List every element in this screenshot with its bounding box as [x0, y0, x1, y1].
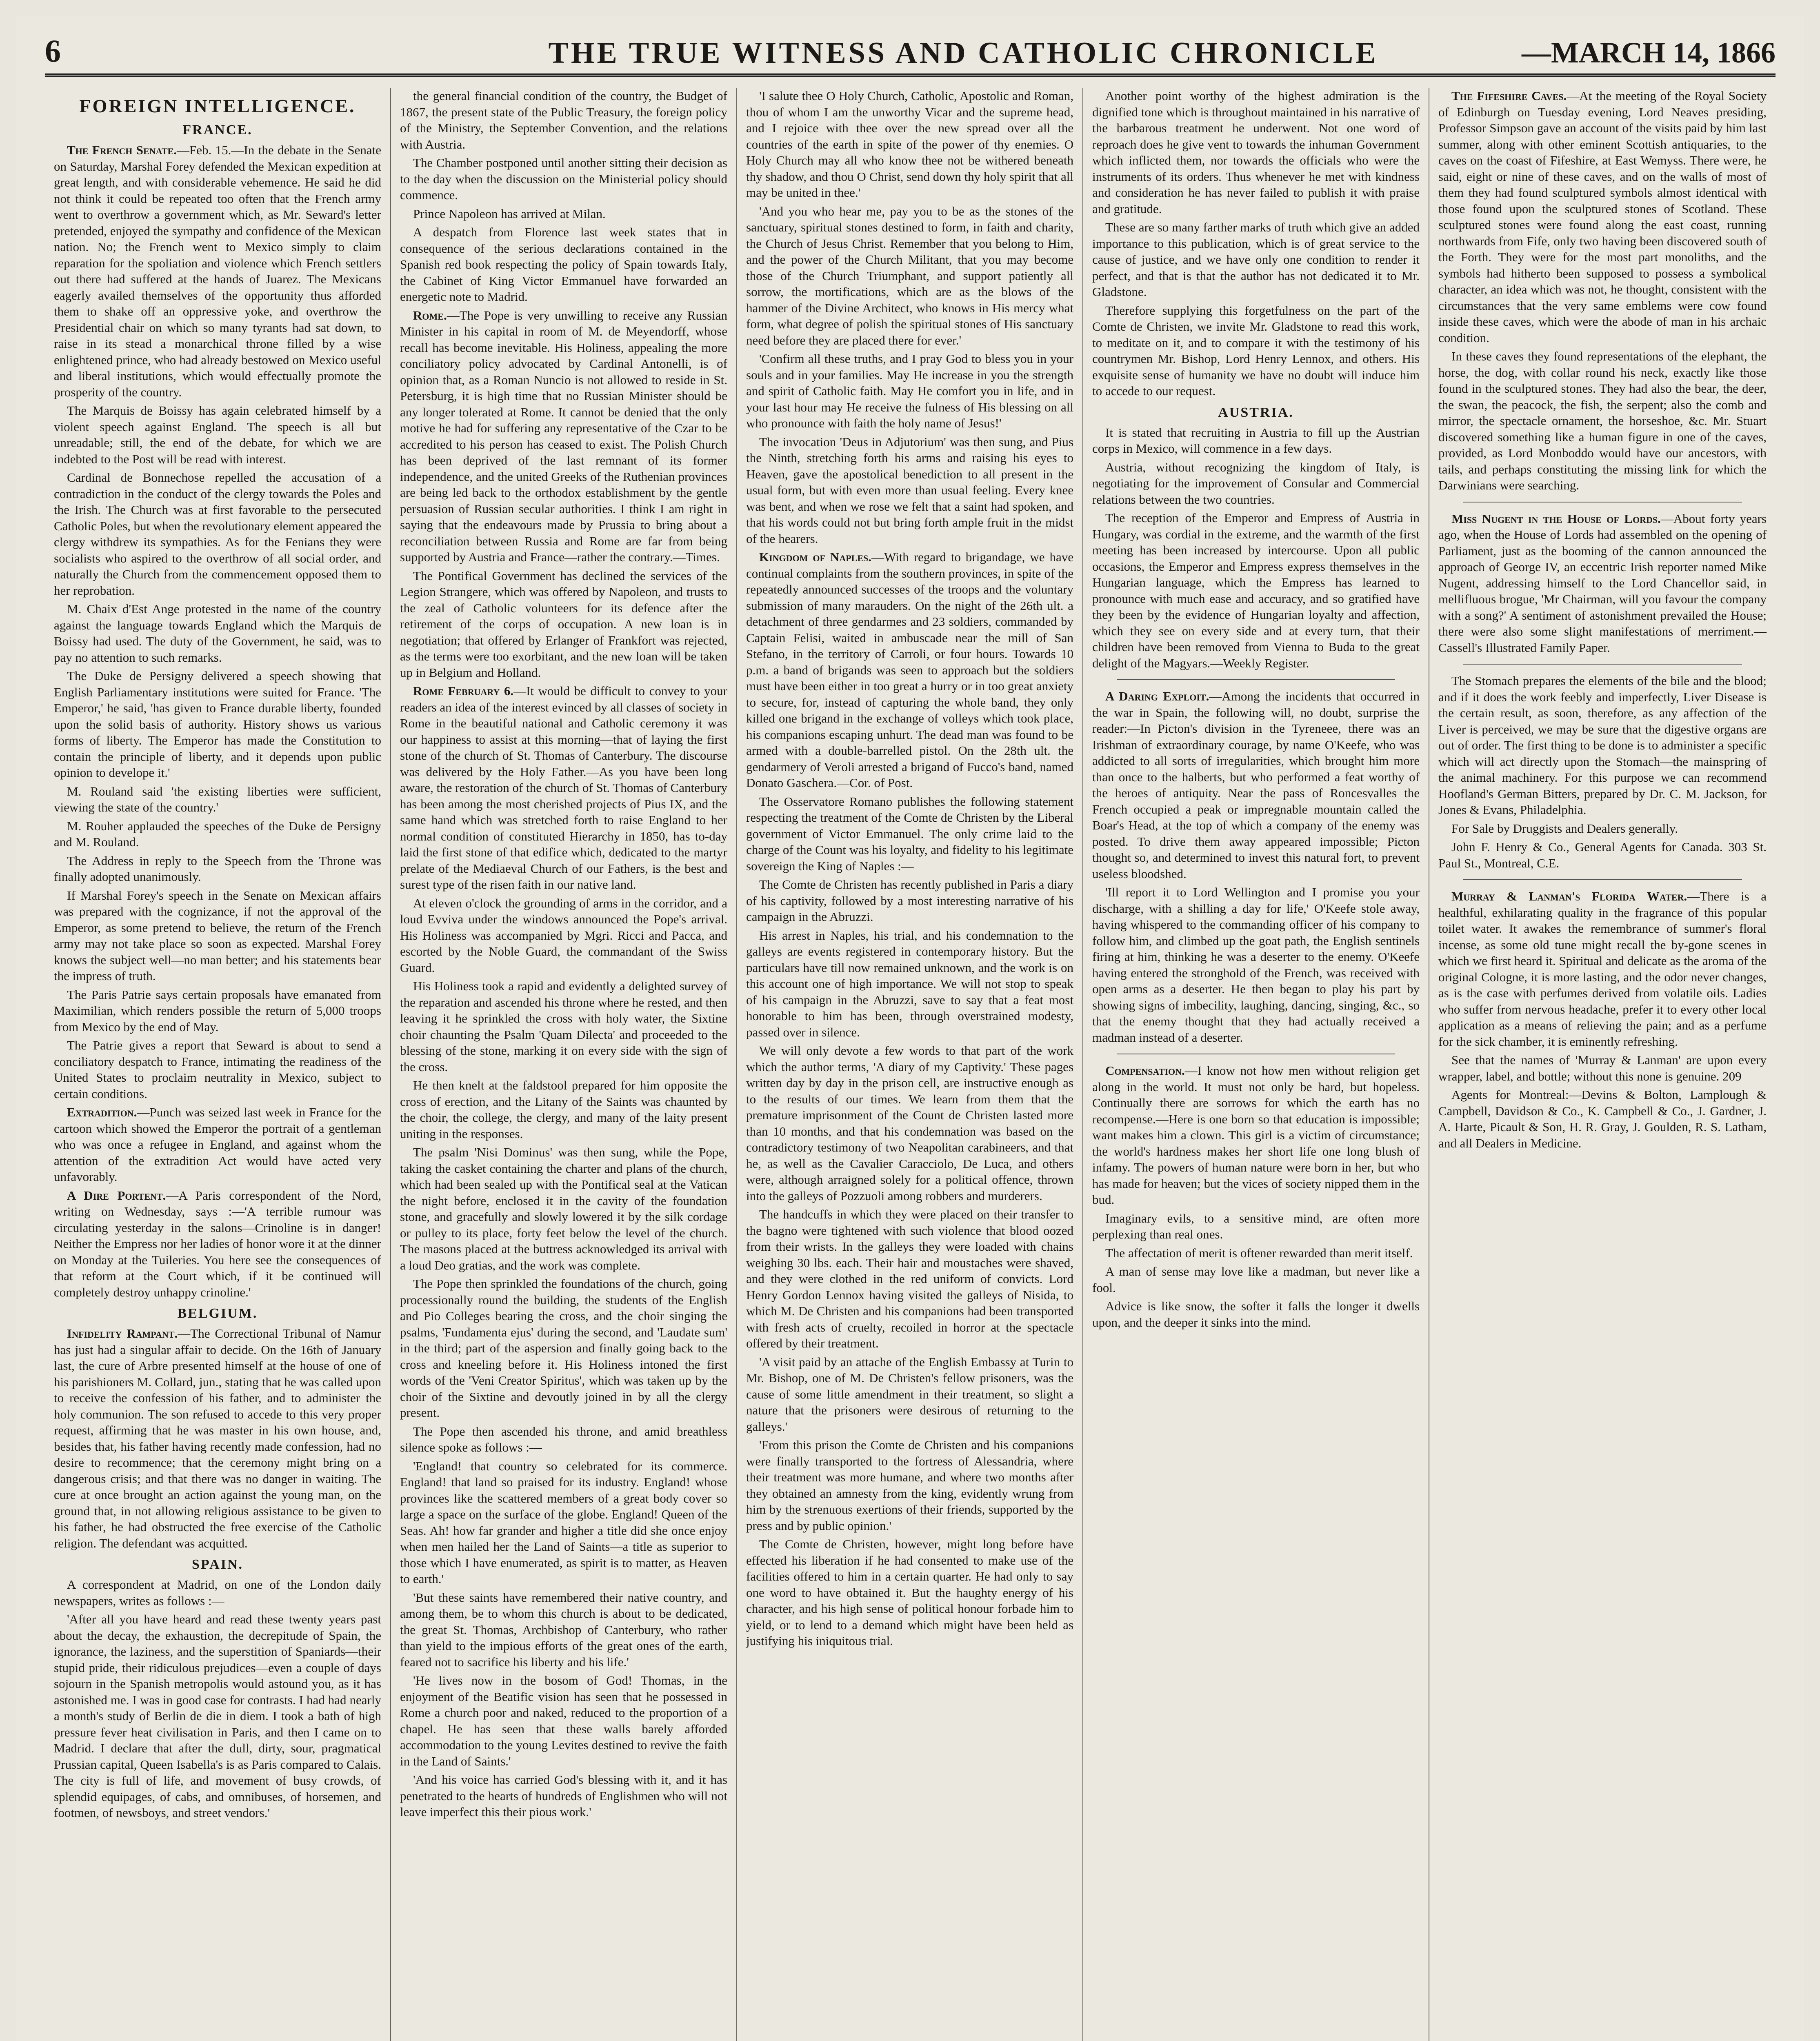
column [391, 88, 737, 2041]
country-heading: SPAIN. [192, 1557, 243, 1572]
article-paragraph [1438, 88, 1767, 346]
article-paragraph [400, 1423, 727, 1456]
article-divider [1463, 879, 1742, 880]
article-text: His arrest in Naples, his trial, and his condemnation to the galleys are events registered in contemporary history. But the particulars have till now remained unknown, and the work is on this account one of high importance. We will not stop to speak of his campaign in the Abruzzi, save to say that a feat most honorable to him has been, through overstrained modesty, passed over in silence. [746, 928, 1073, 1039]
text-columns [45, 88, 1776, 2041]
article-paragraph [54, 1611, 381, 1821]
article-text: The reception of the Emperor and Empress of Austria in Hungary, was cordial in the extreme, and the warmth of the first meeting has been increased by intercourse. Upon all public occasions, the Emperor and Empress express themselves in the Hungarian language, which the Empress has learned to pronounce with much ease and accuracy, and so gratified have they been by the evidence of Hungarian loyalty and affection, which they see on every side and at every turn, that their children have been removed from Vienna to Buda to the great delight of the Magyars.—Weekly Register. [1092, 511, 1420, 670]
article-paragraph [746, 549, 1073, 791]
article-text: He then knelt at the faldstool prepared for him opposite the cross of erection, and the Litany of the Saints was chaunted by the choir, the college, the clergy, and many of the laity present uniting in the responses. [400, 1078, 727, 1141]
article-paragraph [54, 1187, 381, 1301]
article-paragraph [746, 1437, 1073, 1534]
article-lead: The French Senate. [67, 143, 177, 157]
article-paragraph [1092, 1263, 1420, 1296]
article-paragraph [1092, 1245, 1420, 1261]
article-text: John F. Henry & Co., General Agents for Canada. 303 St. Paul St., Montreal, C.E. [1438, 840, 1767, 870]
column [1083, 88, 1429, 2041]
country-heading: BELGIUM. [177, 1306, 258, 1321]
article-text: M. Rouher applauded the speeches of the Duke de Persigny and M. Rouland. [54, 818, 381, 849]
article-paragraph [746, 1043, 1073, 1204]
article-text: Cardinal de Bonnechose repelled the accusation of a contradiction in the conduct of the clergy towards the Poles and the Irish. The Church was at first favorable to the persecuted Catholic Poles, but when the revolutionary element appeared the clergy withdrew its sympathies. As for the Fenians they were socialists who aspired to the overthrow of all social order, and naturally the Church from the commencement opposed them to her reprobation. [54, 470, 381, 598]
article-text: —Punch was seized last week in France for the cartoon which showed the Emperor the portrait of a gentleman who was once a refugee in England, and against whom the attention of the extradition Act would have acted very unfavorably. [54, 1105, 381, 1184]
article-paragraph [400, 895, 727, 976]
article-text: 'From this prison the Comte de Christen and his companions were finally transported to the fortress of Alessandria, where their treatment was more humane, and where two months after they obtained an amnesty from the king, evidently wrung from him by the strenuous exertions of their friends, supported by the press and by public opinion.' [746, 1438, 1073, 1533]
article-lead: Miss Nugent in the House of Lords. [1451, 511, 1661, 526]
article-text: 'Ill report it to Lord Wellington and I promise you your discharge, with a shilling a day for life,' O'Keefe stole away, having whispered to the commanding officer of his company to follow him, and climbed up the goat path, the English sentinels firing at him, thinking he was a deserter to the enemy. O'Keefe having entered the stronghold of the French, was received with open arms as a deserter. He then began to play his part by showing signs of imbecility, laughing, dancing, singing, &c., so that the enemy thought that they had actually received a madman instead of a deserter. [1092, 885, 1420, 1045]
article-lead: Rome February 6. [413, 684, 514, 698]
article-paragraph [54, 853, 381, 885]
article-paragraph [54, 469, 381, 598]
article-divider [1463, 664, 1742, 665]
article-text: Therefore supplying this forgetfulness on the part of the Comte de Christen, we invite Mr. Gladstone to read this work, to meditate on it, and to compare it with the testimony of his countrymen Mr. Bishop, Lord Henry Lennox, and others. His exquisite sense of humanity we have no doubt will induce him to accede to our request. [1092, 303, 1420, 398]
article-text: —Among the incidents that occurred in the war in Spain, the following will, no doubt, surprise the reader:—In Picton's division in the Tyreneee, there was an Irishman of extraordinary courage, by name O'Keefe, who was addicted to all sorts of irregularities, which brought him more than once to the halberts, but who performed a feat worthy of the heroes of antiquity. Near the pass of Roncesvalles the French occupied a peak or impregnable mountain called the Boar's Head, at the top of which a company of the enemy was posted. To drive them away appeared impossible; Picton thought so, and determined to invest this natural fort, to prevent useless bloodshed. [1092, 689, 1420, 881]
article-text: —I know not how men without religion get along in the world. It must not only be hard, but hopeless. Continually there are sorrows for which the earth has no recompense.—Here is one born so that education is impossible; want makes him a clown. This girl is a victim of circumstance; the world's hardness makes her short life one long blush of infamy. The powers of human nature were born in her, but who has made for heaven; but the vices of society nipped them in the bud. [1092, 1063, 1420, 1207]
article-paragraph [400, 1590, 727, 1670]
article-paragraph [1438, 511, 1767, 656]
article-paragraph [54, 1104, 381, 1185]
article-paragraph [1092, 1298, 1420, 1330]
article-paragraph [400, 1276, 727, 1421]
article-text: The Osservatore Romano publishes the following statement respecting the treatment of the Comte de Christen by the Liberal government of Victor Emmanuel. The only crime laid to the charge of the Count was his loyalty, and fidelity to his legitimate sovereign the King of Naples :— [746, 794, 1073, 873]
running-title: THE TRUE WITNESS AND CATHOLIC CHRONICLE [548, 36, 1378, 70]
article-paragraph [1438, 348, 1767, 494]
article-text: The Comte de Christen, however, might long before have effected his liberation if he had consented to make use of the facilities offered to him in a certain quarter. He had only to say one word to have obtained it. But the haughty energy of his character, and his high sense of political honour forbade him to yield, or to lend to a demand which might have been held as justifying his iniquitous trial. [746, 1537, 1073, 1648]
article-paragraph [400, 155, 727, 203]
article-paragraph [54, 887, 381, 984]
article-text: The Chamber postponed until another sitting their decision as to the day when the discussion on the Ministerial policy should commence. [400, 156, 727, 202]
article-text: The invocation 'Deus in Adjutorium' was then sung, and Pius the Ninth, stretching forth his arms and raising his eyes to Heaven, gave the apostolical benediction to all present in the usual form, but with even more than usual feeling. Every knee was bent, and when we rose we felt that a saint had spoken, and that his words could not but bring forth ample fruit in the midst of the hearers. [746, 434, 1073, 546]
article-paragraph [54, 142, 381, 400]
column [45, 88, 391, 2041]
article-paragraph [1438, 888, 1767, 1049]
article-text: The Stomach prepares the elements of the bile and the blood; and if it does the work feebly and imperfectly, Liver Disease is the certain result, as soon, therefore, as any affection of the Liver is perceived, we may be sure that the digestive organs are out of order. The first thing to be done is to administer a specific which will act directly upon the Stomach—the mainspring of the animal machinery. For this purpose we can recommend Hoofland's German Bitters, prepared by Dr. C. M. Jackson, for Jones & Evans, Philadelphia. [1438, 674, 1767, 817]
article-text: Agents for Montreal:—Devins & Bolton, Lamplough & Campbell, Davidson & Co., K. Campbell & Co., J. Gardner, J. A. Harte, Picault & Son, H. R. Gray, J. Goulden, R. S. Latham, and all Dealers in Medicine. [1438, 1087, 1767, 1150]
article-text: —It would be difficult to convey to your readers an idea of the interest evinced by all classes of society in Rome in the beautiful national and Catholic ceremony it was our happiness to assist at this morning—that of laying the first stone of the church of St. Thomas of Canterbury. The discourse was delivered by the Holy Father.—As you have been long aware, the restoration of the church of St. Thomas of Canterbury has been among the most cherished projects of Pius IX, and the same hand which was stretched forth to raise England to her normal condition of constituted Hierarchy in 1850, has to-day laid the first stone of that edifice which, dedicated to the martyr prelate of the Mediaeval Church of our Fathers, is the best and surest type of the risen faith in our native land. [400, 684, 727, 892]
article-paragraph [400, 978, 727, 1075]
article-paragraph [1092, 1210, 1420, 1243]
article-text: M. Rouland said 'the existing liberties were sufficient, viewing the state of the country.' [54, 784, 381, 814]
article-text: The Marquis de Boissy has again celebrated himself by a violent speech against England. The speech is all but unreadable; still, the end of the debate, for which we are indebted to the Post will be read with interest. [54, 403, 381, 466]
issue-date: —MARCH 14, 1866 [1522, 36, 1776, 69]
article-text: Prince Napoleon has arrived at Milan. [413, 206, 606, 221]
article-text: These are so many farther marks of truth which give an added importance to this publication, which is of great service to the cause of justice, and we have only one condition to render it perfect, and that is that the author has not dedicated it to Mr. Gladstone. [1092, 220, 1420, 299]
article-paragraph [400, 206, 727, 222]
article-paragraph [1438, 1087, 1767, 1151]
article-text: —The Pope is very unwilling to receive any Russian Minister in his capital in room of M. de Meyendorff, whose recall has become inevitable. His Holiness, appealing the more conciliatory policy advocated by Cardinal Antonelli, is of opinion that, as a Roman Nuncio is not allowed to reside in St. Petersburg, it is high time that no Russian Minister should be any longer tolerated at Rome. It cannot be denied that the only motive he had for suffering any representative of the Czar to be accredited to his person has ceased to exist. The Polish Church has been deprived of the last remnant of its former independence, and the united Greeks of the Ruthenian provinces are being led back to the orthodox establishment by the gentle persuasion of Russian secular authorities. I think I am right in saying that the endeavours made by Prussia to bring about a reconciliation between Russia and Rome are far from being supported by Austria and France—rather the contrary.—Times. [400, 308, 727, 564]
article-paragraph [400, 568, 727, 681]
article-text: —The Correctional Tribunal of Namur has just had a singular affair to decide. On the 16th of January last, the cure of Arbre presented himself at the house of one of his parishioners M. Collard, jun., stating that he was called upon to receive the confession of his father, and to administer the holy communion. The son refused to accede to this very proper request, affirming that he was master in his own house, and, besides that, his father having recently made confession, had no desire to recommence; that the ceremony might bring on a dangerous crisis; and that there was no danger in waiting. The cure at once brought an action against the young man, on the ground that, in not allowing religious assistance to be given to his father, he had obstructed the free exercise of the Catholic religion. The defendant was acquitted. [54, 1326, 382, 1550]
article-text: 'After all you have heard and read these twenty years past about the decay, the exhaustion, the decrepitude of Spain, the ignorance, the laziness, and the superstition of Spaniards—their stupid pride, their ridiculous prejudices—even a couple of days sojourn in the Spanish metropolis would astound you, as it has astonished me. I was in good case for contrasts. I had had nearly a month's study of Berlin de die in diem. I took a bath of high pressure fever heat civilisation in Paris, and then I came on to Madrid. I declare that after the dull, dirty, sour, pragmatical Prussian capital, Queen Isabella's is as Paris compared to Calais. The city is full of life, and movement of busy crowds, of splendid equipages, of cabs, and omnibuses, of horsemen, and footmen, of newsboys, and street vendors.' [54, 1612, 381, 1820]
article-text: M. Chaix d'Est Ange protested in the name of the country against the language towards England which the Marquis de Boissy had used. The duty of the Government, he said, was to pay no attention to such remarks. [54, 602, 381, 665]
article-text: Another point worthy of the highest admiration is the dignified tone which is throughout maintained in his narrative of the barbarous treatment he underwent. Not one word of reproach does he give vent to towards the inhuman Government which inflicted them, nor towards the officials who were the instruments of its orders. Thus whenever he met with kindness and consideration he has never failed to publish it with praise and gratitude. [1092, 89, 1420, 216]
article-lead: Compensation. [1105, 1063, 1185, 1078]
article-paragraph [400, 88, 727, 152]
article-text: 'England! that country so celebrated for its commerce. England! that land so praised for its industry. England! whose provinces like the scattered members of a great body cover so large a space on the surface of the globe. England! Queen of the Seas. Ah! how far grander and higher a title did she once enjoy when men hailed her the Land of Saints—a title as superior to those which I have enumerated, as spirit is to matter, as Heaven to earth.' [400, 1458, 727, 1586]
column [737, 88, 1083, 2041]
article-paragraph [746, 88, 1073, 201]
article-text: In these caves they found representations of the elephant, the horse, the dog, with collar round his neck, exactly like those found in the sculptured stones. They had also the bear, the deer, the swan, the peacock, the fish, the serpent; also the comb and mirror, the spectacle ornament, the horseshoe, &c. Mr. Stuart discovered something like a human figure in one of the caves, provided, as Lord Monboddo would have our ancestors, with tails, and perhaps constituting the missing link for which the Darwinians were searching. [1438, 349, 1767, 492]
article-text: The Patrie gives a report that Seward is about to send a conciliatory despatch to France, intimating the readiness of the United States to proclaim neutrality in Mexico, subject to certain conditions. [54, 1038, 381, 1101]
article-paragraph [746, 876, 1073, 925]
article-lead: Rome. [413, 308, 447, 322]
newspaper-page [16, 16, 1804, 2041]
article-paragraph [54, 601, 381, 665]
article-text: 'And his voice has carried God's blessing with it, and it has penetrated to the hearts of hundreds of Englishmen who will not leave imperfect this their pious work.' [400, 1772, 727, 1819]
article-text: 'I salute thee O Holy Church, Catholic, Apostolic and Roman, thou of whom I am the unworthy Vicar and the supreme head, and I rejoice with thee over the new spread over all the countries of the earth in spite of the power of thy enemies. O Holy Church may all who know thee not be withered beneath thy shadow, and thou O Christ, send down thy holy spirit that all may be united in thee.' [746, 89, 1073, 200]
article-paragraph [400, 1772, 727, 1820]
article-paragraph [746, 927, 1073, 1041]
article-paragraph [400, 683, 727, 893]
article-paragraph [746, 1354, 1073, 1435]
article-paragraph [1092, 425, 1420, 457]
article-paragraph [1438, 820, 1767, 837]
article-paragraph [1438, 839, 1767, 871]
article-paragraph [54, 818, 381, 850]
article-paragraph [746, 203, 1073, 349]
article-text: The Pope then ascended his throne, and amid breathless silence spoke as follows :— [400, 1424, 727, 1454]
article-text: —A Paris correspondent of the Nord, writing on Wednesday, says :—'A terrible rumour was circulating yesterday in the salons—Crinoline is in danger! Neither the Empress nor her ladies of honor wore it at the dinner on Monday at the Tuileries. You here see the consequences of that reform at the Court which, if it be continued will completely destroy unhappy crinoline.' [54, 1188, 381, 1299]
article-text: See that the names of 'Murray & Lanman' are upon every wrapper, label, and bottle; without this none is genuine. 209 [1438, 1053, 1767, 1083]
article-text: A despatch from Florence last week states that in consequence of the serious declarations contained in the Spanish red book respecting the policy of Spain towards Italy, the Cabinet of King Victor Emmanuel have forwarded an energetic note to Madrid. [400, 225, 727, 304]
article-text: Imaginary evils, to a sensitive mind, are often more perplexing than real ones. [1092, 1211, 1420, 1241]
article-text: The Duke de Persigny delivered a speech showing that English Parliamentary institutions were suited for France. 'The Emperor,' he said, 'has given to France durable liberty, founded upon the solid basis of authority. History shows us various forms of liberty. The Emperor has made the Constitution to contain the principle of liberty, and it depends upon public opinion to develope it.' [54, 669, 381, 780]
article-paragraph [54, 783, 381, 816]
article-divider [1117, 679, 1395, 680]
article-text: The Pontifical Government has declined the services of the Legion Strangere, which was offered by Napoleon, and trusts to the zeal of Catholic volunteers for its defence after the retirement of the corps of occupation. A new loan is in negotiation; that offered by Erlanger of Frankfort was rejected, as the terms were too exorbitant, and the new loan will be taken up in Belgium and Holland. [400, 568, 727, 680]
article-text: We will only devote a few words to that part of the work which the author terms, 'A diary of my Captivity.' These pages written day by day in the prison cell, are instructive enough as to the results of our times. We learn from them that the premature imprisonment of the Count de Christen lasted more than 10 months, and that his condemnation was based on the contradictory testimony of two Neapolitan carabineers, and that he, as well as the Cavalier Caracciolo, De Luca, and others were, although arraigned solely for a political offence, thrown into the galleys of Pozzuoli among robbers and murderers. [746, 1043, 1073, 1203]
article-text: The Address in reply to the Speech from the Throne was finally adopted unanimously. [54, 853, 381, 884]
article-paragraph [400, 1458, 727, 1587]
article-lead: Extradition. [67, 1105, 137, 1119]
article-paragraph [54, 668, 381, 781]
article-paragraph [54, 1325, 381, 1551]
country-heading: FRANCE. [182, 122, 253, 138]
article-text: Advice is like snow, the softer it falls the longer it dwells upon, and the deeper it sinks into the mind. [1092, 1299, 1420, 1330]
article-text: —Feb. 15.—In the debate in the Senate on Saturday, Marshal Forey defended the Mexican expedition at great length, and with considerable vehemence. He said he did not think it could be repeated too often that the French army went to overthrow a government which, as Mr. Seward's letter pretended, enjoyed the sympathy and confidence of the Mexican nation. No; the French went to Mexico simply to claim reparation for the spoliation and violence which French settlers out there had suffered at the hands of Juarez. The Mexicans eagerly availed themselves of the opportunity thus afforded them to shake off an oppressive yoke, and overthrow the Presidential chair on which so many tyrants had sat down, to raise in its stead a monarchical throne filled by a wise enlightened prince, who had already bestowed on Mexico useful and liberal institutions, which would effectually promote the prosperity of the country. [54, 143, 381, 399]
section-heading: FOREIGN INTELLIGENCE. [79, 96, 356, 116]
article-text: A man of sense may love like a madman, but never like a fool. [1092, 1264, 1420, 1295]
article-paragraph [400, 1077, 727, 1142]
article-text: the general financial condition of the country, the Budget of 1867, the present state of the Public Treasury, the foreign policy of the Ministry, the September Convention, and the relations with Austria. [400, 89, 727, 151]
article-text: His Holiness took a rapid and evidently a delighted survey of the reparation and ascended his throne where he rested, and then leaving it he sprinkled the cross with holy water, the Sixtine choir chaunting the Psalm 'Quam Dilecta' and proceeded to the blessing of the stone, marking it on every side with the sign of the cross. [400, 979, 727, 1074]
article-lead: Murray & Lanman's Florida Water. [1451, 889, 1687, 903]
article-paragraph [400, 224, 727, 305]
article-paragraph [1438, 673, 1767, 818]
article-text: The psalm 'Nisi Dominus' was then sung, while the Pope, taking the casket containing the charter and plans of the church, which had been sealed up with the Pontifical seal at the Vatican the night before, enclosed it in the cavity of the foundation stone, and gracefully and slowly lowered it by the silk cordage or pulley to its place, forty feet below the level of the church. The masons placed at the buttress acknowledged its arrival with a loud Deo gratias, and the work was complete. [400, 1145, 727, 1272]
article-text: The Comte de Christen has recently published in Paris a diary of his captivity, followed by a most interesting narrative of his campaign in the Abruzzi. [746, 877, 1073, 924]
article-paragraph [1092, 884, 1420, 1045]
article-text: Austria, without recognizing the kingdom of Italy, is negotiating for the improvement of Consular and Commercial relations between the two countries. [1092, 460, 1420, 507]
article-text: The handcuffs in which they were placed on their transfer to the bagno were tightened with such violence that blood oozed from their wrists. In the galleys they were loaded with chains weighing 30 lbs. each. Their hair and moustaches were shaved, and they were clothed in the red uniform of convicts. Lord Henry Gordon Lennox having visited the galleys of Nisida, to which M. De Christen and his companions had been transported with fresh acts of cruelty, recoiled in horror at the spectacle offered by their treatment. [746, 1207, 1073, 1350]
article-paragraph [54, 1576, 381, 1609]
article-text: The affectation of merit is oftener rewarded than merit itself. [1105, 1245, 1413, 1260]
article-paragraph [54, 987, 381, 1035]
article-paragraph [1092, 88, 1420, 217]
article-paragraph [746, 1206, 1073, 1352]
article-paragraph [54, 402, 381, 467]
article-paragraph [1092, 688, 1420, 882]
article-paragraph [746, 351, 1073, 431]
article-text: If Marshal Forey's speech in the Senate on Mexican affairs was prepared with the cognizance, if not the approval of the Emperor, as some pretend to believe, the return of the French army may not take place so soon as expected. Marshal Forey knows the subject well—no man better; and his statements bear the impress of truth. [54, 888, 381, 983]
article-lead: Kingdom of Naples. [759, 550, 871, 564]
article-lead: Infidelity Rampant. [67, 1326, 178, 1341]
article-paragraph [1092, 219, 1420, 300]
article-paragraph [1092, 510, 1420, 671]
article-paragraph [1438, 1052, 1767, 1084]
article-text: —With regard to brigandage, we have continual complaints from the southern provinces, in spite of the repeatedly announced successes of the troops and the voluntary submission of many marauders. On the night of the 26th ult. a detachment of three gendarmes and 23 soldiers, commanded by Captain Felisi, waited in ambuscade near the mill of San Stefano, in the territory of Carroli, or four hours. Towards 10 p.m. a band of brigands was seen to approach but the soldiers must have been either in too great a hurry or in too great anxiety to secure, for, instead of capturing the whole band, they only killed one brigand in the exchange of volleys which took place, his companions escaping unhurt. The dead man was found to be armed with a double-barrelled pistol. On the 28th ult. the gendarmery of Veroli arrested a brigand of Fucco's band, named Donato Gaschera.—Cor. of Post. [746, 550, 1073, 790]
article-text: 'And you who hear me, pay you to be as the stones of the sanctuary, spiritual stones destined to form, in faith and charity, the Church of Jesus Christ. Remember that you belong to Him, and the power of the Church Militant, that you may become those of the Church Triumphant, and support patiently all sorrow, the mortifications, which are as the blows of the hammer of the Divine Architect, who knows in His mercy what form, what degree of polish the spiritual stones of His sanctuary need before they are placed there for ever.' [746, 204, 1073, 347]
article-paragraph [400, 1144, 727, 1273]
column [1429, 88, 1776, 2041]
article-text: —There is a healthful, exhilarating quality in the fragrance of this popular toilet water. It awakes the remembrance of summer's floral incense, as some old tune might recall the by-gone scenes in which we first heard it. Spiritual and delicate as the aroma of the original Cologne, it is more lasting, and the odor never changes, as is the case with perfumes derived from volatile oils. Ladies who suffer from nervous headache, prefer it to every other local application as a means of relieving the pain; and as a perfume for the sick chamber, it is eminently refreshing. [1438, 889, 1767, 1049]
article-text: It is stated that recruiting in Austria to fill up the Austrian corps in Mexico, will commence in a few days. [1092, 425, 1420, 456]
article-lead: The Fifeshire Caves. [1451, 89, 1567, 103]
article-paragraph [1092, 1063, 1420, 1208]
article-text: A correspondent at Madrid, on one of the London daily newspapers, writes as follows :— [54, 1577, 381, 1608]
masthead [45, 29, 1776, 77]
article-text: The Pope then sprinkled the foundations of the church, going processionally round the building, the students of the English and Pio Colleges bearing the cross, and the choir singing the psalms, 'Fundamenta ejus' during the second, and 'Laudate sum' in the third; part of the aspersion and finally going back to the cross and kneeling before it. His Holiness intoned the first words of the 'Veni Creator Spiritus', which was taken up by the choir of the Sixtine and devoutly joined in by all the clergy present. [400, 1276, 727, 1420]
article-lead: A Daring Exploit. [1105, 689, 1209, 703]
article-paragraph [400, 307, 727, 565]
article-text: 'Confirm all these truths, and I pray God to bless you in your souls and in your families. May He increase in you the strength and spirit of Catholic faith. May He comfort you in life, and in your last hour may He receive the fulness of His blessing on all who pronounce with faith the holy name of Jesus!' [746, 351, 1073, 430]
article-text: —At the meeting of the Royal Society of Edinburgh on Tuesday evening, Lord Neaves presiding, Professor Simpson gave an account of the visits paid by him last summer, along with other eminent Scottish antiquaries, to the caves on the coast of Fifeshire, at East Wemyss. There were, he said, eight or nine of these caves, and on the walls of most of them they had found sculptured symbols almost identical with those found upon the sculptured stones of Scotland. These sculptured stones were found along the east coast, running northwards from Fife, only two having been discovered south of the Forth. They were for the most part monoliths, and the symbols had hitherto been supposed to possess a symbolical character, an idea which was not, he thought, consistent with the circumstances that the very same emblems were cow found inside these caves, which were the abode of man in his archaic condition. [1438, 89, 1767, 345]
page-number: 6 [45, 33, 61, 69]
country-heading: AUSTRIA. [1218, 405, 1294, 420]
article-text: 'He lives now in the bosom of God! Thomas, in the enjoyment of the Beatific vision has seen that he possessed in Rome a church poor and naked, reduced to the proportion of a chapel. He has seen that these walls barely afforded accommodation to the young Levites destined to revive the faith in the Land of Saints.' [400, 1673, 727, 1768]
article-text: 'A visit paid by an attache of the English Embassy at Turin to Mr. Bishop, one of M. De Christen's fellow prisoners, was the cause of some little amendment in their treatment, so slight a nature that the prisoners were desirous of returning to the galleys.' [746, 1354, 1073, 1434]
article-paragraph [400, 1672, 727, 1769]
article-paragraph [54, 1037, 381, 1102]
article-text: For Sale by Druggists and Dealers generally. [1451, 821, 1678, 836]
article-lead: A Dire Portent. [67, 1188, 166, 1203]
article-paragraph [746, 794, 1073, 874]
article-paragraph [746, 1536, 1073, 1649]
article-paragraph [1092, 459, 1420, 508]
article-text: At eleven o'clock the grounding of arms in the corridor, and a loud Evviva under the windows announced the Pope's arrival. His Holiness was accompanied by Mgri. Ricci and Pacca, and escorted by the Noble Guard, the commandant of the Swiss Guard. [400, 896, 727, 975]
article-paragraph [1092, 302, 1420, 399]
article-text: The Paris Patrie says certain proposals have emanated from Maximilian, which renders possible the return of 5,000 troops from Mexico by the end of May. [54, 987, 381, 1034]
article-paragraph [746, 434, 1073, 547]
article-text: —About forty years ago, when the House of Lords had assembled on the opening of Parliament, just as the booming of the cannon announced the approach of George IV, an eccentric Irish reporter named Mike Nugent, addressing himself to the Lord Chancellor said, in mellifluous brogue, 'Mr Chairman, will you favour the company with a song?' A sentiment of astonishment prevailed the House; there were also some slight manifestations of merriment.—Cassell's Illustrated Family Paper. [1438, 511, 1767, 655]
article-text: 'But these saints have remembered their native country, and among them, be to whom this church is about to be dedicated, the great St. Thomas, Archbishop of Canterbury, who rather than yield to the impious efforts of the great ones of the earth, feared not to sacrifice his liberty and his life.' [400, 1590, 727, 1669]
